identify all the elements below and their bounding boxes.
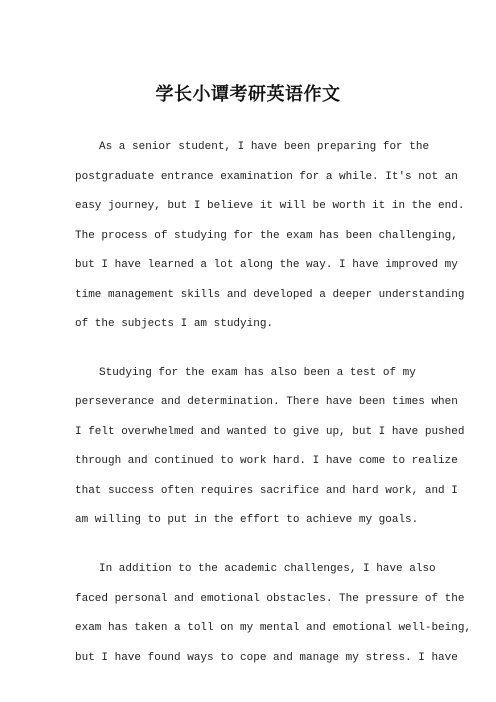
- paragraph-line: exam has taken a toll on my mental and emotional well-being,: [75, 622, 472, 634]
- paragraph-line: of the subjects I am studying.: [75, 318, 274, 330]
- paragraph-line: perseverance and determination. There have been times when: [75, 396, 458, 408]
- paragraph-line: time management skills and developed a deeper understanding: [75, 289, 465, 301]
- document-title: 学长小谭考研英语作文: [155, 84, 341, 105]
- paragraph-line: The process of studying for the exam has been challenging,: [75, 230, 458, 242]
- paragraph-line: am willing to put in the effort to achieve my goals.: [75, 514, 419, 526]
- paragraph-line: but I have found ways to cope and manage my stress. I have: [75, 652, 458, 664]
- paragraph-line: postgraduate entrance examination for a while. It's not an: [75, 171, 458, 183]
- paragraph-line: but I have learned a lot along the way. I have improved my: [75, 259, 458, 271]
- paragraph-line: that success often requires sacrifice and hard work, and I: [75, 485, 458, 497]
- paragraph-line: I felt overwhelmed and wanted to give up, but I have pushed: [75, 426, 465, 438]
- paragraph-line: Studying for the exam has also been a test of my: [99, 367, 416, 379]
- paragraph-line: easy journey, but I believe it will be worth it in the end.: [75, 200, 465, 212]
- paragraph-line: through and continued to work hard. I have come to realize: [75, 455, 458, 467]
- paragraph-line: As a senior student, I have been preparing for the: [99, 141, 430, 153]
- paragraph-line: faced personal and emotional obstacles. The pressure of the: [75, 593, 465, 605]
- paragraph-line: In addition to the academic challenges, I have also: [99, 563, 436, 575]
